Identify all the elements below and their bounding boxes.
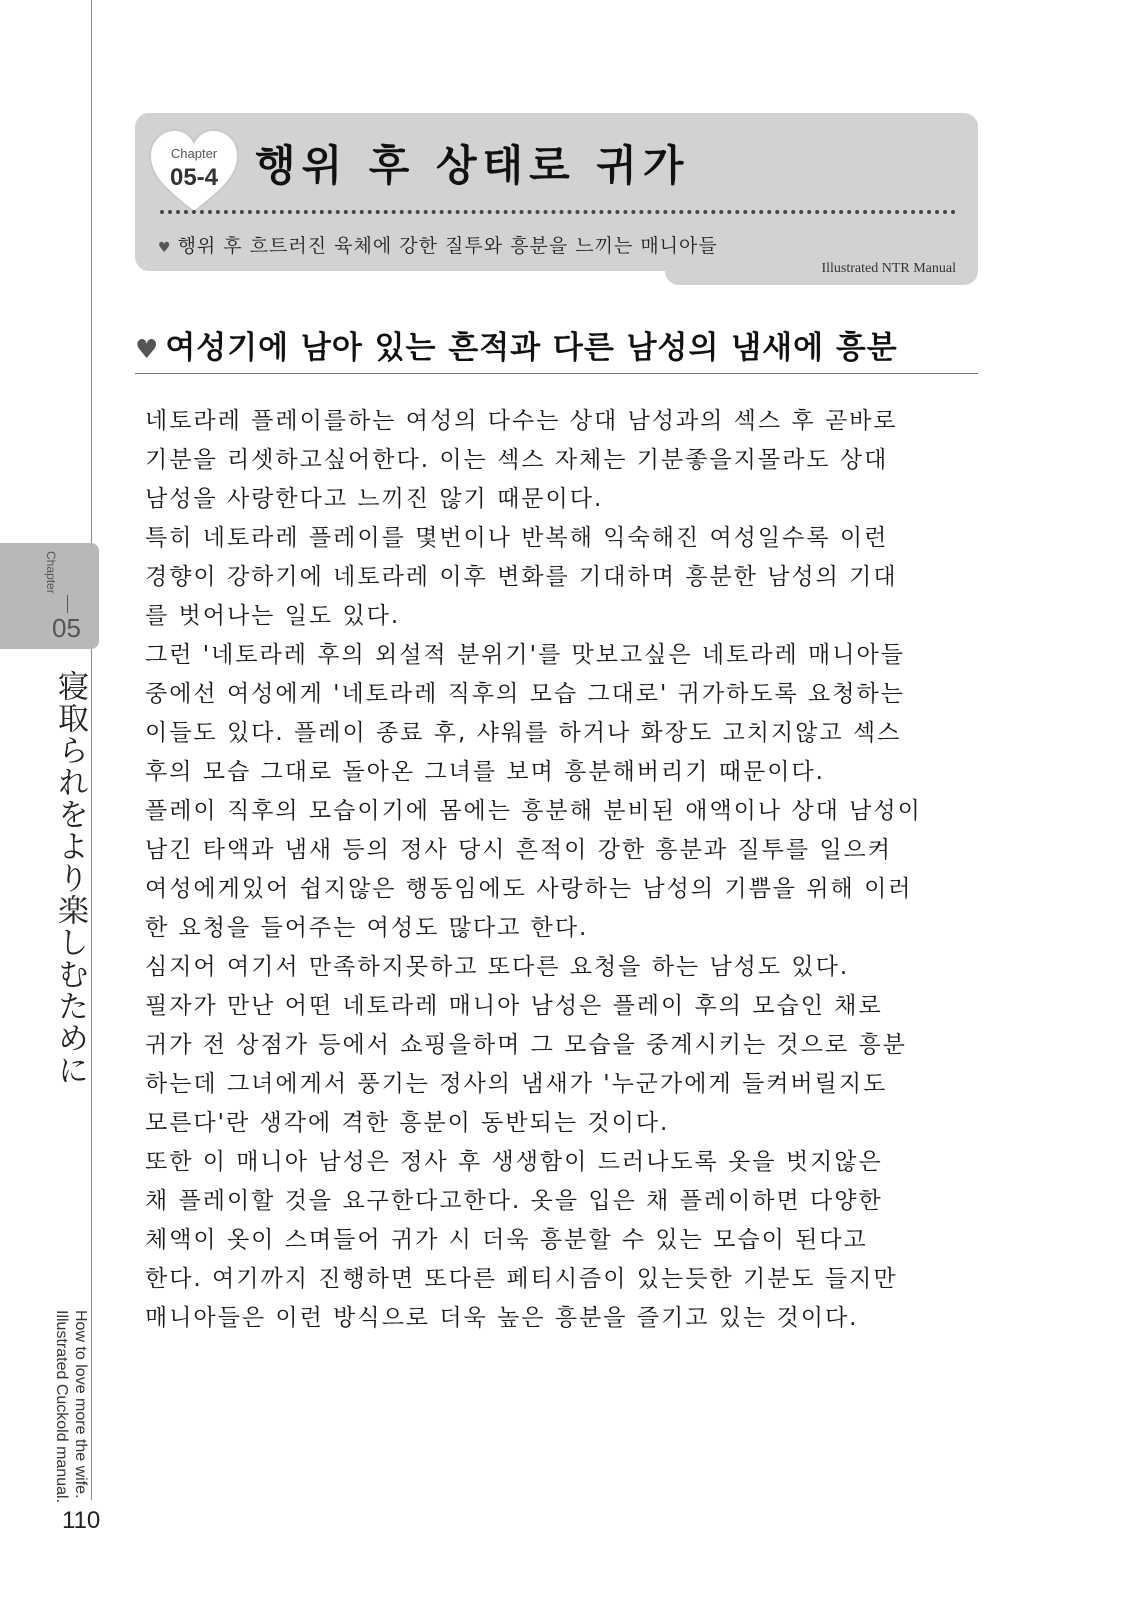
body-line: 매니아들은 이런 방식으로 더욱 높은 흥분을 즐기고 있는 것이다. bbox=[145, 1305, 859, 1331]
body-line: 모른다'란 생각에 격한 흥분이 동반되는 것이다. bbox=[145, 1110, 670, 1136]
body-line: 이들도 있다. 플레이 종료 후, 샤워를 하거나 화장도 고치지않고 섹스 bbox=[145, 720, 902, 746]
badge-chapter-number: 05-4 bbox=[169, 164, 219, 191]
body-line: 채 플레이할 것을 요구한다고한다. 옷을 입은 채 플레이하면 다양한 bbox=[145, 1188, 883, 1214]
body-line: 여성에게있어 쉽지않은 행동임에도 사랑하는 남성의 기쁨을 위해 이러 bbox=[145, 876, 913, 902]
chapter-tab bbox=[0, 543, 99, 649]
header-subtitle bbox=[158, 231, 718, 258]
body-line: 필자가 만난 어떤 네토라레 매니아 남성은 플레이 후의 모습인 채로 bbox=[145, 993, 883, 1019]
body-line: 체액이 옷이 스며들어 귀가 시 더욱 흥분할 수 있는 모습이 된다고 bbox=[145, 1227, 868, 1253]
body-line: 특히 네토라레 플레이를 몇번이나 반복해 익숙해진 여성일수록 이런 bbox=[145, 525, 889, 551]
body-line: 중에선 여성에게 '네토라레 직후의 모습 그대로' 귀가하도록 요청하는 bbox=[145, 681, 905, 707]
running-subtitle-line-2: Illustrated Cuckold manual. bbox=[53, 1310, 70, 1503]
running-subtitle bbox=[50, 1310, 90, 1503]
body-line: 를 벗어나는 일도 있다. bbox=[145, 603, 401, 629]
body-line: 플레이 직후의 모습이기에 몸에는 흥분해 분비된 애액이나 상대 남성이 bbox=[145, 798, 922, 824]
header-box-notch bbox=[135, 271, 670, 285]
heading-heart-icon: ♥ bbox=[135, 335, 160, 365]
page-number: 110 bbox=[62, 1507, 101, 1534]
body-line: 귀가 전 상점가 등에서 쇼핑을하며 그 모습을 중계시키는 것으로 흥분 bbox=[145, 1032, 907, 1058]
body-line: 남성을 사랑한다고 느끼진 않기 때문이다. bbox=[145, 486, 604, 512]
body-line: 그런 '네토라레 후의 외설적 분위기'를 맛보고싶은 네토라레 매니아들 bbox=[145, 642, 905, 668]
section-heading bbox=[135, 322, 898, 367]
chapter-heart-badge bbox=[148, 128, 240, 216]
body-text bbox=[145, 402, 975, 1338]
body-line: 한다. 여기까지 진행하면 또다른 페티시즘이 있는듯한 기분도 들지만 bbox=[145, 1266, 898, 1292]
body-line: 경향이 강하기에 네토라레 이후 변화를 기대하며 흥분한 남성의 기대 bbox=[145, 564, 898, 590]
body-line: 남긴 타액과 냄새 등의 정사 당시 흔적이 강한 흥분과 질투를 일으켜 bbox=[145, 837, 892, 863]
left-margin-rule bbox=[91, 0, 92, 1500]
body-line: 또한 이 매니아 남성은 정사 후 생생함이 드러나도록 옷을 벗지않은 bbox=[145, 1149, 883, 1175]
chapter-tab-divider bbox=[67, 595, 68, 613]
small-heart-icon: ♥ bbox=[158, 240, 172, 256]
badge-chapter-label: Chapter bbox=[170, 146, 218, 161]
running-chapter-title: 寝取られをより楽しむために bbox=[52, 670, 88, 1086]
running-subtitle-line-1: How to love more the wife. bbox=[72, 1310, 89, 1499]
body-line: 기분을 리셋하고싶어한다. 이는 섹스 자체는 기분좋을지몰라도 상대 bbox=[145, 447, 889, 473]
page-title: 행위 후 상태로 귀가 bbox=[255, 141, 690, 190]
body-line: 하는데 그녀에게서 풍기는 정사의 냄새가 '누군가에게 들켜버릴지도 bbox=[145, 1071, 888, 1097]
body-line: 네토라레 플레이를하는 여성의 다수는 상대 남성과의 섹스 후 곧바로 bbox=[145, 408, 898, 434]
section-heading-text: 여성기에 남아 있는 흔적과 다른 남성의 냄새에 흥분 bbox=[165, 330, 898, 366]
section-rule bbox=[135, 373, 978, 374]
body-line: 심지어 여기서 만족하지못하고 또다른 요청을 하는 남성도 있다. bbox=[145, 954, 850, 980]
series-credit: Illustrated NTR Manual bbox=[821, 261, 956, 276]
header-subtitle-text: 행위 후 흐트러진 육체에 강한 질투와 흥분을 느끼는 매니아들 bbox=[177, 235, 718, 257]
body-line: 한 요청을 들어주는 여성도 많다고 한다. bbox=[145, 915, 589, 941]
chapter-tab-label: Chapter bbox=[44, 551, 58, 594]
body-line: 후의 모습 그대로 돌아온 그녀를 보며 흥분해버리기 때문이다. bbox=[145, 759, 825, 785]
chapter-tab-number: 05 bbox=[52, 613, 81, 643]
dotted-divider bbox=[160, 210, 956, 214]
